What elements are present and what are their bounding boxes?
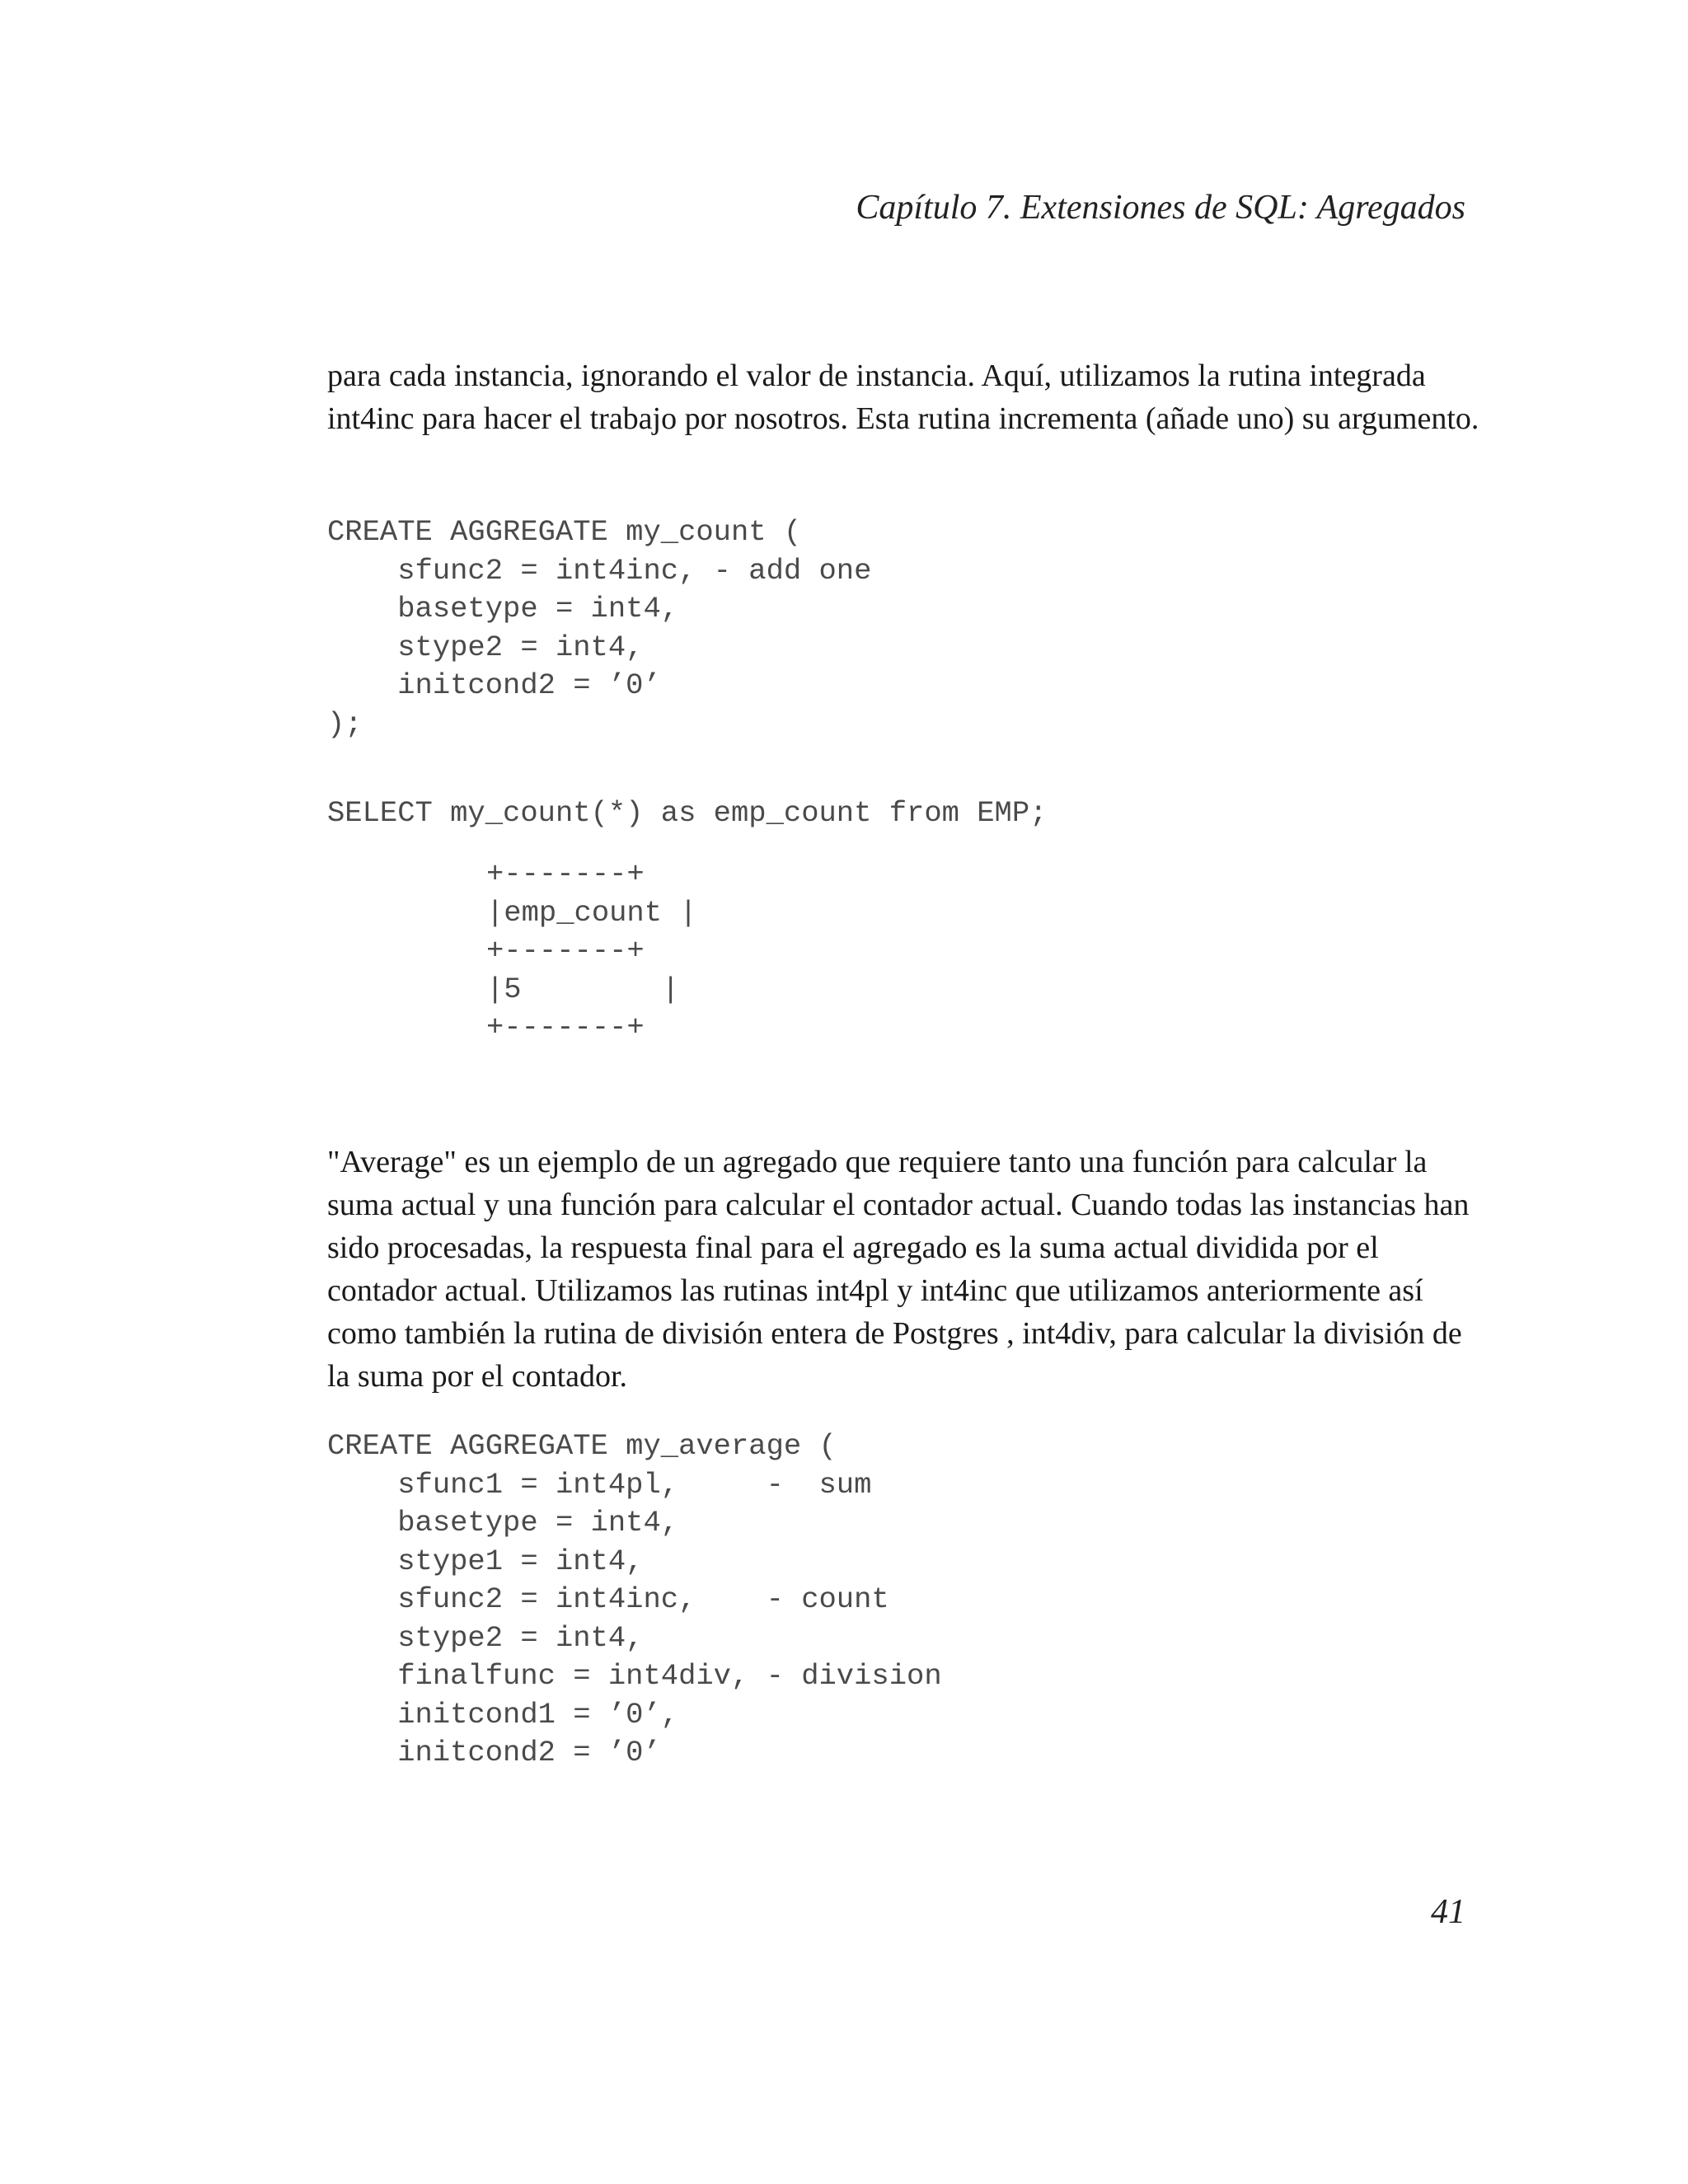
body-paragraph: "Average" es un ejemplo de un agregado que requiere tanto una función para calcular la suma actual y una función para calcular el contador actual. Cuando todas las instancias han sido procesadas, la respuesta final para el agregado es la suma actual dividida por el contador actual. Utilizamos las rutinas int4pl y int4inc que utilizamos anteriormente así como también la rutina de división entera de Postgres , int4div, para calcular la división de la suma por el contador. xyxy=(327,1145,1470,1394)
query-result-table: +-------+ |emp_count | +-------+ |5 | +-------+ xyxy=(486,857,697,1044)
body-paragraph: para cada instancia, ignorando el valor de instancia. Aquí, utilizamos la rutina integrada int4inc para hacer el trabajo por nosotros. Esta rutina incrementa (añade uno) su argumento. xyxy=(327,359,1479,436)
page-number: 41 xyxy=(1431,1893,1465,1931)
code-block-select-query: SELECT my_count(*) as emp_count from EMP; xyxy=(327,796,1048,830)
code-block-create-aggregate-my-average: CREATE AGGREGATE my_average ( sfunc1 = int4pl, - sum basetype = int4, stype1 = int4, sfunc2 = int4inc, - count stype2 = int4, finalfunc = int4div, - division initcond1 = ’0’, initcond2 = ’0’ xyxy=(327,1429,942,1769)
code-block-create-aggregate-my-count: CREATE AGGREGATE my_count ( sfunc2 = int4inc, - add one basetype = int4, stype2 = int4, initcond2 = ’0’ ); xyxy=(327,515,872,741)
running-header: Capítulo 7. Extensiones de SQL: Agregados xyxy=(856,189,1465,227)
